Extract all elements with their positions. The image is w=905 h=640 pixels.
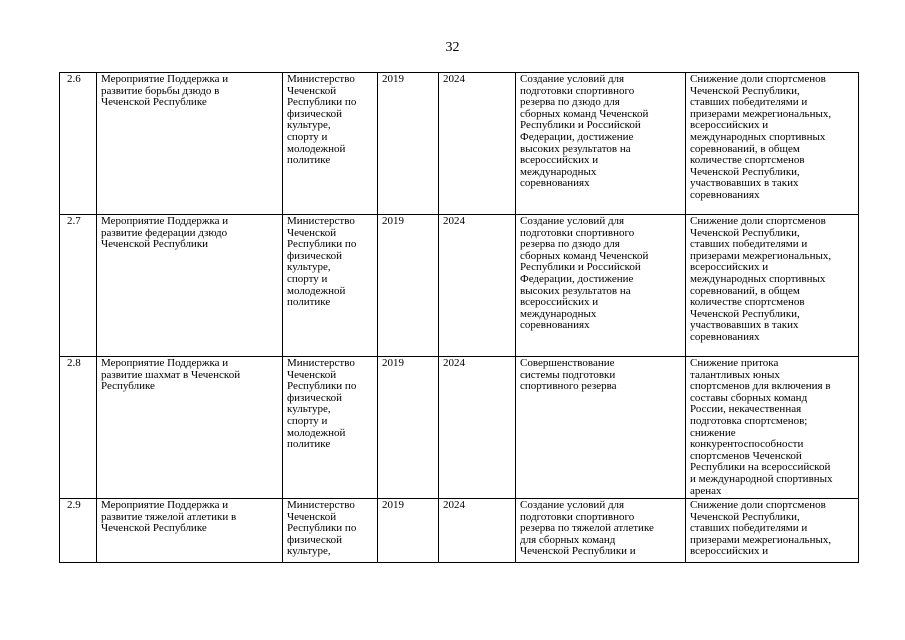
start-year: 2019 xyxy=(378,357,439,499)
row-number: 2.8 xyxy=(60,357,97,499)
end-year: 2024 xyxy=(439,215,516,357)
non-implementation-consequence: Снижение доли спортсменов Чеченской Республики, ставших победителями и призерами межрегиональных, всероссийских и международных спортивных соревнований, в общем количестве спортсменов Чеченской Республики, участвовавших в таких соревнованиях xyxy=(686,215,859,357)
page-number: 32 xyxy=(445,40,460,55)
start-year: 2019 xyxy=(378,73,439,215)
non-implementation-consequence: Снижение притока талантливых юных спортсменов для включения в составы сборных команд России, некачественная подготовка спортсменов; снижение конкурентоспособности спортсменов Чеченской Республики на всероссийской и международной спортивных аренах xyxy=(686,357,859,499)
executor: Министерство Чеченской Республики по физической культуре, спорту и молодежной политике xyxy=(283,73,378,215)
expected-result: Совершенствование системы подготовки спортивного резерва xyxy=(516,357,686,499)
non-implementation-consequence: Снижение доли спортсменов Чеченской Республики, ставших победителями и призерами межрегиональных, всероссийских и международных спортивных соревнований, в общем количестве спортсменов Чеченской Республики, участвовавших в таких соревнованиях xyxy=(686,73,859,215)
start-year: 2019 xyxy=(378,215,439,357)
start-year: 2019 xyxy=(378,499,439,563)
executor: Министерство Чеченской Республики по физической культуре, спорту и молодежной политике xyxy=(283,357,378,499)
table-row xyxy=(60,357,859,499)
expected-result: Создание условий для подготовки спортивного резерва по тяжелой атлетике для сборных команд Чеченской Республики и xyxy=(516,499,686,563)
expected-result: Создание условий для подготовки спортивного резерва по дзюдо для сборных команд Чеченской Республики и Российской Федерации, достижение высоких результатов на всероссийских и международных соревнованиях xyxy=(516,73,686,215)
event-name: Мероприятие Поддержка и развитие тяжелой атлетики в Чеченской Республике xyxy=(97,499,283,563)
event-name: Мероприятие Поддержка и развитие шахмат в Чеченской Республике xyxy=(97,357,283,499)
measures-table xyxy=(59,72,859,563)
executor: Министерство Чеченской Республики по физической культуре, xyxy=(283,499,378,563)
non-implementation-consequence: Снижение доли спортсменов Чеченской Республики, ставших победителями и призерами межрегиональных, всероссийских и xyxy=(686,499,859,563)
end-year: 2024 xyxy=(439,73,516,215)
row-number: 2.6 xyxy=(60,73,97,215)
end-year: 2024 xyxy=(439,357,516,499)
executor: Министерство Чеченской Республики по физической культуре, спорту и молодежной политике xyxy=(283,215,378,357)
end-year: 2024 xyxy=(439,499,516,563)
row-number: 2.9 xyxy=(60,499,97,563)
table-row xyxy=(60,73,859,215)
expected-result: Создание условий для подготовки спортивного резерва по дзюдо для сборных команд Чеченской Республики и Российской Федерации, достижение высоких результатов на всероссийских и международных соревнованиях xyxy=(516,215,686,357)
table-row xyxy=(60,499,859,563)
row-number: 2.7 xyxy=(60,215,97,357)
event-name: Мероприятие Поддержка и развитие борьбы дзюдо в Чеченской Республике xyxy=(97,73,283,215)
table-row xyxy=(60,215,859,357)
event-name: Мероприятие Поддержка и развитие федерации дзюдо Чеченской Республики xyxy=(97,215,283,357)
